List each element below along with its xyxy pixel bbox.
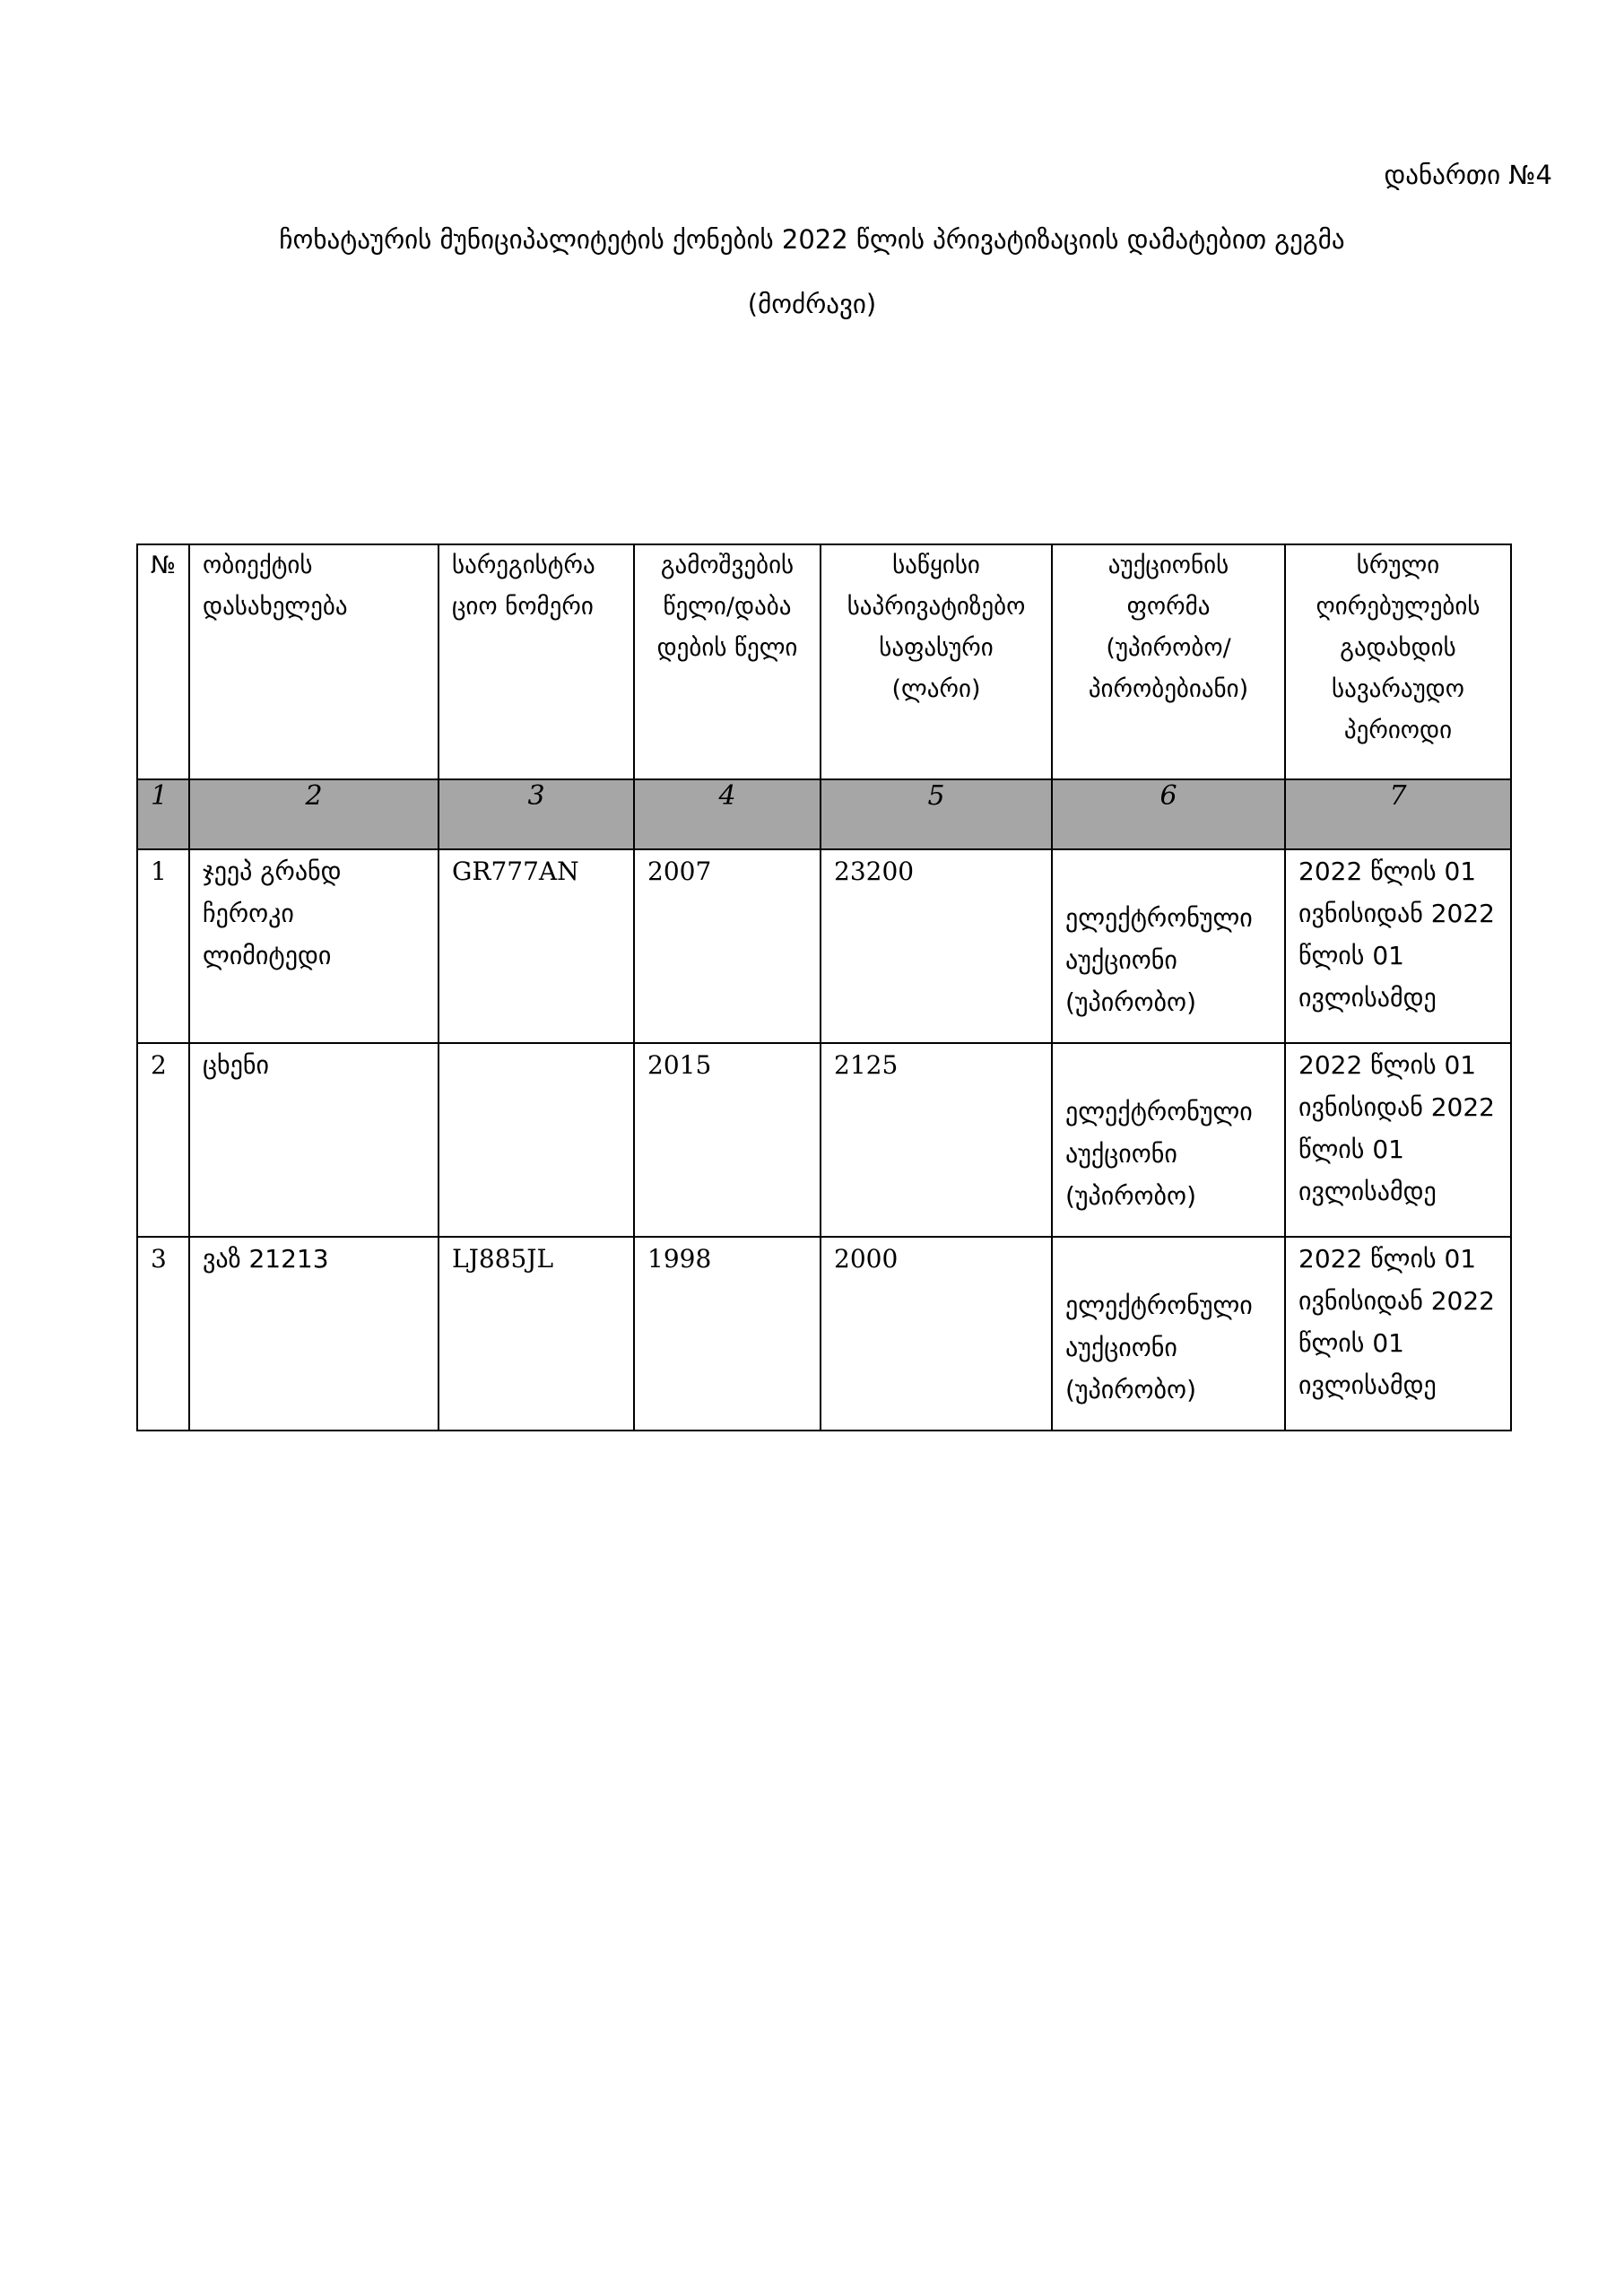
initial-price: 2125 — [821, 1043, 1052, 1237]
column-number: 2 — [189, 779, 439, 849]
header-object-name: ობიექტის დასახელება — [189, 544, 439, 779]
payment-period: 2022 წლის 01 ივნისიდან 2022 წლის 01 ივლისამდე — [1285, 1237, 1511, 1431]
document-subtitle: (მოძრავი) — [747, 289, 877, 319]
year: 2015 — [634, 1043, 821, 1237]
table-row — [137, 1237, 1511, 1431]
column-number-row — [137, 779, 1511, 849]
table-header-row — [137, 544, 1511, 779]
auction-form: ელექტრონული აუქციონი (უპირობო) — [1052, 849, 1285, 1043]
column-number: 3 — [439, 779, 634, 849]
header-payment-period: სრული ღირებულების გადახდის სავარაუდო პერიოდი — [1285, 544, 1511, 779]
registration-number: LJ885JL — [439, 1237, 634, 1431]
header-number: № — [137, 544, 189, 779]
year: 1998 — [634, 1237, 821, 1431]
column-number: 7 — [1285, 779, 1511, 849]
auction-form: ელექტრონული აუქციონი (უპირობო) — [1052, 1237, 1285, 1431]
document-title: ჩოხატაურის მუნიციპალიტეტის ქონების 2022 წლის პრივატიზაციის დამატებით გეგმა — [279, 224, 1345, 255]
column-number: 1 — [137, 779, 189, 849]
object-name: ჯეეპ გრანდ ჩეროკი ლიმიტედი — [189, 849, 439, 1043]
header-registration-number: სარეგისტრა ციო ნომერი — [439, 544, 634, 779]
header-year: გამოშვების წელი/დაბა დების წელი — [634, 544, 821, 779]
header-initial-price: საწყისი საპრივატიზებო საფასური (ლარი) — [821, 544, 1052, 779]
registration-number — [439, 1043, 634, 1237]
row-number: 3 — [137, 1237, 189, 1431]
payment-period: 2022 წლის 01 ივნისიდან 2022 წლის 01 ივლისამდე — [1285, 1043, 1511, 1237]
auction-form: ელექტრონული აუქციონი (უპირობო) — [1052, 1043, 1285, 1237]
year: 2007 — [634, 849, 821, 1043]
object-name: ცხენი — [189, 1043, 439, 1237]
column-number: 6 — [1052, 779, 1285, 849]
initial-price: 2000 — [821, 1237, 1052, 1431]
payment-period: 2022 წლის 01 ივნისიდან 2022 წლის 01 ივლისამდე — [1285, 849, 1511, 1043]
row-number: 2 — [137, 1043, 189, 1237]
table-row — [137, 849, 1511, 1043]
row-number: 1 — [137, 849, 189, 1043]
column-number: 4 — [634, 779, 821, 849]
registration-number: GR777AN — [439, 849, 634, 1043]
privatization-table — [136, 544, 1512, 1431]
annex-label: დანართი №4 — [1384, 160, 1552, 190]
header-auction-form: აუქციონის ფორმა (უპირობო/ პირობებიანი) — [1052, 544, 1285, 779]
column-number: 5 — [821, 779, 1052, 849]
initial-price: 23200 — [821, 849, 1052, 1043]
object-name: ვაზ 21213 — [189, 1237, 439, 1431]
table-row — [137, 1043, 1511, 1237]
